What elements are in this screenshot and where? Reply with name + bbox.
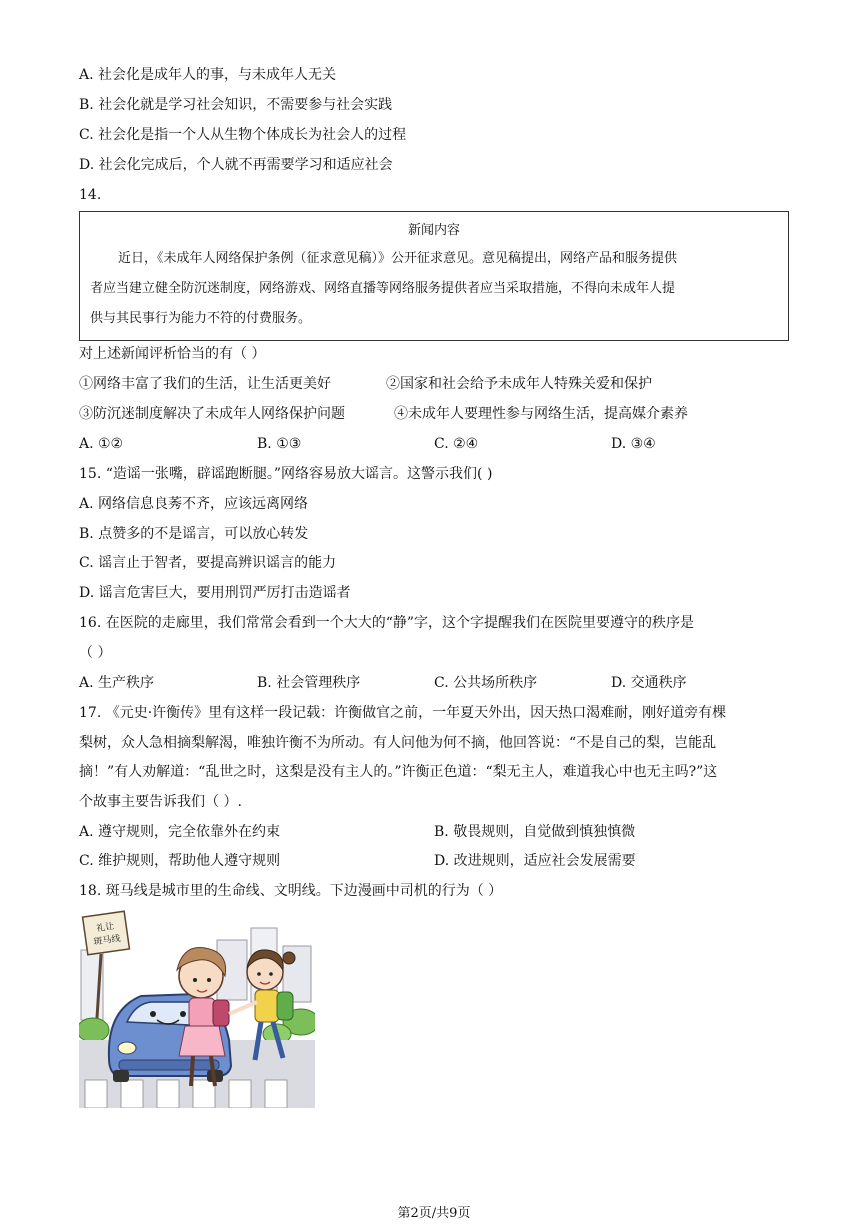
news-box-title: 新闻内容 (407, 223, 460, 238)
q17-option-c: C. 维护规则，帮助他人遵守规则 (79, 853, 281, 869)
page-footer: 第2页/共9页 (397, 1206, 471, 1221)
crosswalk-cartoon (79, 910, 315, 1108)
q16-stem-line-1: 16. 在医院的走廊里，我们常常会看到一个大大的“静”字，这个字提醒我们在医院里要遵守的秩序是 (79, 615, 695, 631)
q17-stem-line-1: 17. 《元史·许衡传》里有这样一段记载：许衡做官之前，一年夏天外出，因天热口渴难耐，刚好道旁有棵 (79, 705, 727, 721)
q15-option-d: D. 谣言危害巨大，要用刑罚严厉打击造谣者 (79, 585, 351, 601)
q15-option-b: B. 点赞多的不是谣言，可以放心转发 (79, 526, 309, 542)
q15-option-a: A. 网络信息良莠不齐，应该远离网络 (79, 496, 309, 512)
q14-stem: 对上述新闻评析恰当的有（ ） (79, 346, 266, 362)
q17-option-a: A. 遵守规则，完全依靠外在约束 (79, 824, 281, 840)
q13-option-b: B. 社会化就是学习社会知识，不需要参与社会实践 (79, 97, 393, 113)
q14-statement-4: ④未成年人要理性参与网络生活，提高媒介素养 (394, 406, 688, 422)
q17-stem-line-4: 个故事主要告诉我们（ ）. (79, 794, 242, 810)
q17-option-d: D. 改进规则，适应社会发展需要 (434, 853, 636, 869)
q14-number: 14. (79, 187, 102, 203)
sign-text-line-2: 斑马线 (93, 934, 122, 948)
q15-option-c: C. 谣言止于智者，要提高辨识谣言的能力 (79, 555, 337, 571)
q14-option-b: B. ①③ (257, 436, 302, 452)
sign-text-line-1: 礼让 (95, 921, 115, 935)
q14-option-a: A. ①② (79, 436, 124, 452)
news-line-1: 近日，《未成年人网络保护条例（征求意见稿）》公开征求意见。意见稿提出，网络产品和服务提供 (118, 251, 678, 266)
q13-option-d: D. 社会化完成后，个人就不再需要学习和适应社会 (79, 157, 393, 173)
q14-option-d: D. ③④ (611, 436, 656, 452)
q14-statement-3: ③防沉迷制度解决了未成年人网络保护问题 (79, 406, 345, 422)
q17-option-b: B. 敬畏规则，自觉做到慎独慎微 (434, 824, 636, 840)
q16-option-b: B. 社会管理秩序 (257, 675, 361, 691)
news-box (79, 211, 789, 341)
q17-stem-line-3: 摘！”有人劝解道：“乱世之时，这梨是没有主人的。”许衡正色道：“梨无主人，难道我心中也无主吗?”这 (79, 764, 718, 780)
q16-option-c: C. 公共场所秩序 (434, 675, 538, 691)
news-line-3: 供与其民事行为能力不符的付费服务。 (90, 311, 312, 326)
q14-statement-1: ①网络丰富了我们的生活，让生活更美好 (79, 376, 331, 392)
q16-option-d: D. 交通秩序 (611, 675, 687, 691)
q16-stem-line-2: （ ） (79, 645, 112, 661)
q14-statement-2: ②国家和社会给予未成年人特殊关爱和保护 (386, 376, 652, 392)
q14-option-c: C. ②④ (434, 436, 479, 452)
q17-stem-line-2: 梨树，众人急相摘梨解渴，唯独许衡不为所动。有人问他为何不摘，他回答说：“不是自己的梨，岂能乱 (79, 735, 717, 751)
q18-stem: 18. 斑马线是城市里的生命线、文明线。下边漫画中司机的行为（ ） (79, 883, 503, 899)
q13-option-c: C. 社会化是指一个人从生物个体成长为社会人的过程 (79, 127, 407, 143)
q16-option-a: A. 生产秩序 (79, 675, 155, 691)
q15-stem: 15. “造谣一张嘴，辟谣跑断腿。”网络容易放大谣言。这警示我们( ) (79, 466, 493, 482)
q13-option-a: A. 社会化是成年人的事，与未成年人无关 (79, 67, 337, 83)
news-line-2: 者应当建立健全防沉迷制度，网络游戏、网络直播等网络服务提供者应当采取措施，不得向未成年人提 (90, 281, 676, 296)
